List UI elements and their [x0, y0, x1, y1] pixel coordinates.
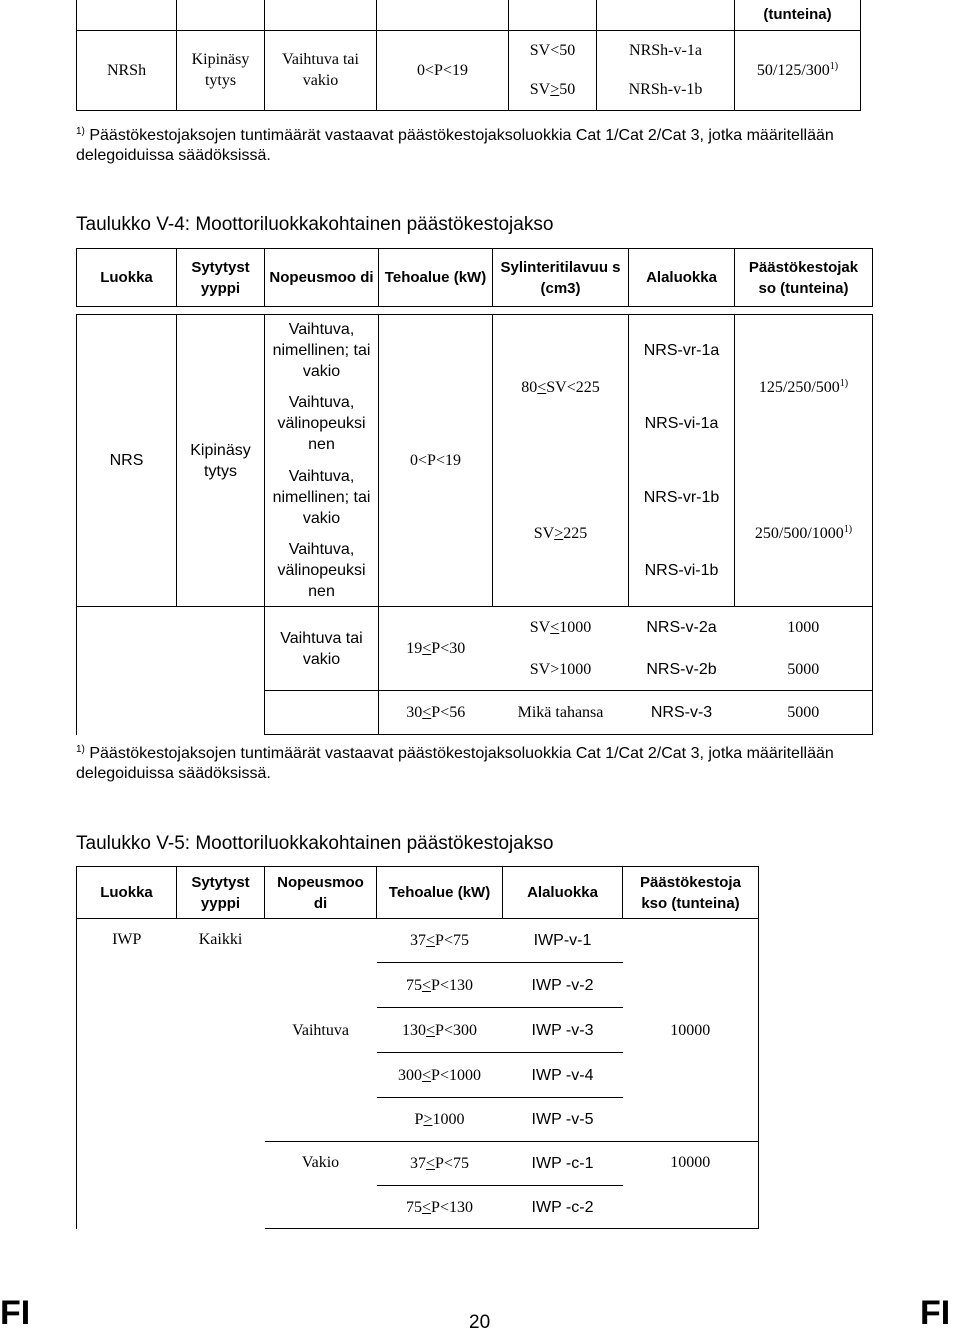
cell-subclass: IWP -c-1	[503, 1142, 623, 1186]
header-paastokestojakso: Päästökestoja kso (tunteina)	[623, 867, 759, 919]
header-nopeusmoodi: Nopeusmoo di	[265, 249, 379, 307]
cell-vaihtuva: Vaihtuva	[265, 919, 377, 1142]
cell-disp-2: SV>225	[493, 461, 629, 607]
cell-luokka: NRS	[77, 315, 177, 607]
cell-subclass: IWP -v-5	[503, 1098, 623, 1142]
cell-period-c: 10000	[623, 1142, 759, 1229]
cell-subclass: NRS-v-2b	[646, 660, 717, 678]
footnote-1: $^{1)}$ Päästökestojaksojen tuntimäärät vastaavat päästökestojaksoluokkia Cat 1/Cat 2/Cat 3, jotka määritellään delegoiduissa säädöksissä.	[76, 126, 834, 164]
cell-power: 130<P<300	[377, 1008, 503, 1053]
header-sytytys: Sytytyst yyppi	[177, 249, 265, 307]
cell-power-2: 19<P<30	[379, 607, 493, 691]
cell-nopeusmoodi: Vaihtuva tai vakio	[265, 30, 377, 110]
cell-power: 300<P<1000	[377, 1053, 503, 1098]
cell-power: 75<P<130	[377, 1186, 503, 1229]
header-sytytys: Sytytyst yyppi	[177, 867, 265, 919]
page-number: 20	[469, 1312, 491, 1333]
cell-subclass: IWP -v-2	[503, 963, 623, 1008]
cell-period-v: 10000	[623, 919, 759, 1142]
cell-subclass: NRS-vi-1a	[629, 387, 735, 461]
cell-subclass: NRS-v-2a	[646, 619, 717, 637]
cell-sytytys: Kipinäsy tytys	[177, 30, 265, 110]
cell-period: 1000	[735, 607, 873, 649]
table-nrsh	[76, 0, 861, 111]
header-paastokestojakso: Päästökestojak so (tunteina)	[735, 249, 873, 307]
header-luokka: Luokka	[77, 867, 177, 919]
footer-lang-right: FI	[920, 1294, 951, 1332]
cell-sub1: NRSh-v-1a	[597, 30, 735, 70]
cell-power-3: 30<P<56	[379, 691, 493, 735]
cell-speed-2: Vaihtuva tai vakio	[265, 607, 379, 691]
table-v4	[76, 248, 873, 735]
header-nopeusmoodi: Nopeusmoo di	[265, 867, 377, 919]
cell-speed-mode: Vaihtuva, nimellinen; tai vakio	[265, 315, 379, 387]
caption-v4: Taulukko V-4: Moottoriluokkakohtainen päästökestojakso	[76, 214, 554, 235]
cell-period-2: 250/500/1000$^{1)}$	[735, 461, 873, 607]
cell-power: 37<P<75	[377, 919, 503, 963]
header-luokka: Luokka	[77, 249, 177, 307]
cell-subclass: NRS-vr-1b	[629, 461, 735, 535]
cell-sytytys: Kipinäsy tytys	[177, 315, 265, 607]
footer-lang-left: FI	[0, 1294, 31, 1332]
header-period: (tunteina)	[735, 0, 861, 30]
cell-subclass: NRS-vi-1b	[629, 535, 735, 607]
cell-speed-mode: Vaihtuva, välinopeuksi nen	[265, 535, 379, 607]
cell-luokka: IWP	[77, 919, 177, 1229]
cell-subclass: IWP-v-1	[503, 919, 623, 963]
cell-sv2: SV>50	[509, 70, 597, 110]
cell-subclass: IWP -c-2	[503, 1186, 623, 1229]
cell-period-1: 125/250/500$^{1)}$	[735, 315, 873, 461]
header-alaluokka: Alaluokka	[629, 249, 735, 307]
cell-subclass: NRS-v-3	[629, 691, 735, 735]
cell-jakso: 50/125/300$^{1)}$	[735, 30, 861, 110]
cell-subclass: NRS-vr-1a	[629, 315, 735, 387]
cell-period: 5000	[735, 649, 873, 691]
table-v5	[76, 866, 759, 1229]
header-tehoalue: Tehoalue (kW)	[379, 249, 493, 307]
cell-disp: SV>1000	[529, 660, 592, 678]
header-sylinteritilavuus: Sylinteritilavuu s (cm3)	[493, 249, 629, 307]
header-alaluokka: Alaluokka	[503, 867, 623, 919]
cell-power: 37<P<75	[377, 1142, 503, 1186]
cell-luokka: NRSh	[77, 30, 177, 110]
cell-speed-mode: Vaihtuva, nimellinen; tai vakio	[265, 461, 379, 535]
cell-sv1: SV<50	[509, 30, 597, 70]
cell-sub2: NRSh-v-1b	[597, 70, 735, 110]
cell-disp-1: 80<SV<225	[493, 315, 629, 461]
cell-speed-mode: Vaihtuva, välinopeuksi nen	[265, 387, 379, 461]
cell-power: 75<P<130	[377, 963, 503, 1008]
cell-disp: SV<1000	[529, 619, 592, 637]
cell-power: P>1000	[377, 1098, 503, 1142]
cell-period-3: 5000	[735, 691, 873, 735]
footnote-2: $^{1)}$ Päästökestojaksojen tuntimäärät vastaavat päästökestojaksoluokkia Cat 1/Cat 2/Cat 3, jotka määritellään delegoiduissa säädöksissä.	[76, 744, 834, 782]
cell-sytytys: Kaikki	[177, 919, 265, 1229]
cell-power-1: 0<P<19	[379, 315, 493, 607]
caption-v5: Taulukko V-5: Moottoriluokkakohtainen päästökestojakso	[76, 833, 554, 854]
cell-tehoalue: 0<P<19	[377, 30, 509, 110]
cell-vakio: Vakio	[265, 1142, 377, 1229]
cell-subclass: IWP -v-3	[503, 1008, 623, 1053]
cell-subclass: IWP -v-4	[503, 1053, 623, 1098]
header-tehoalue: Tehoalue (kW)	[377, 867, 503, 919]
cell-disp-3: Mikä tahansa	[493, 691, 629, 735]
